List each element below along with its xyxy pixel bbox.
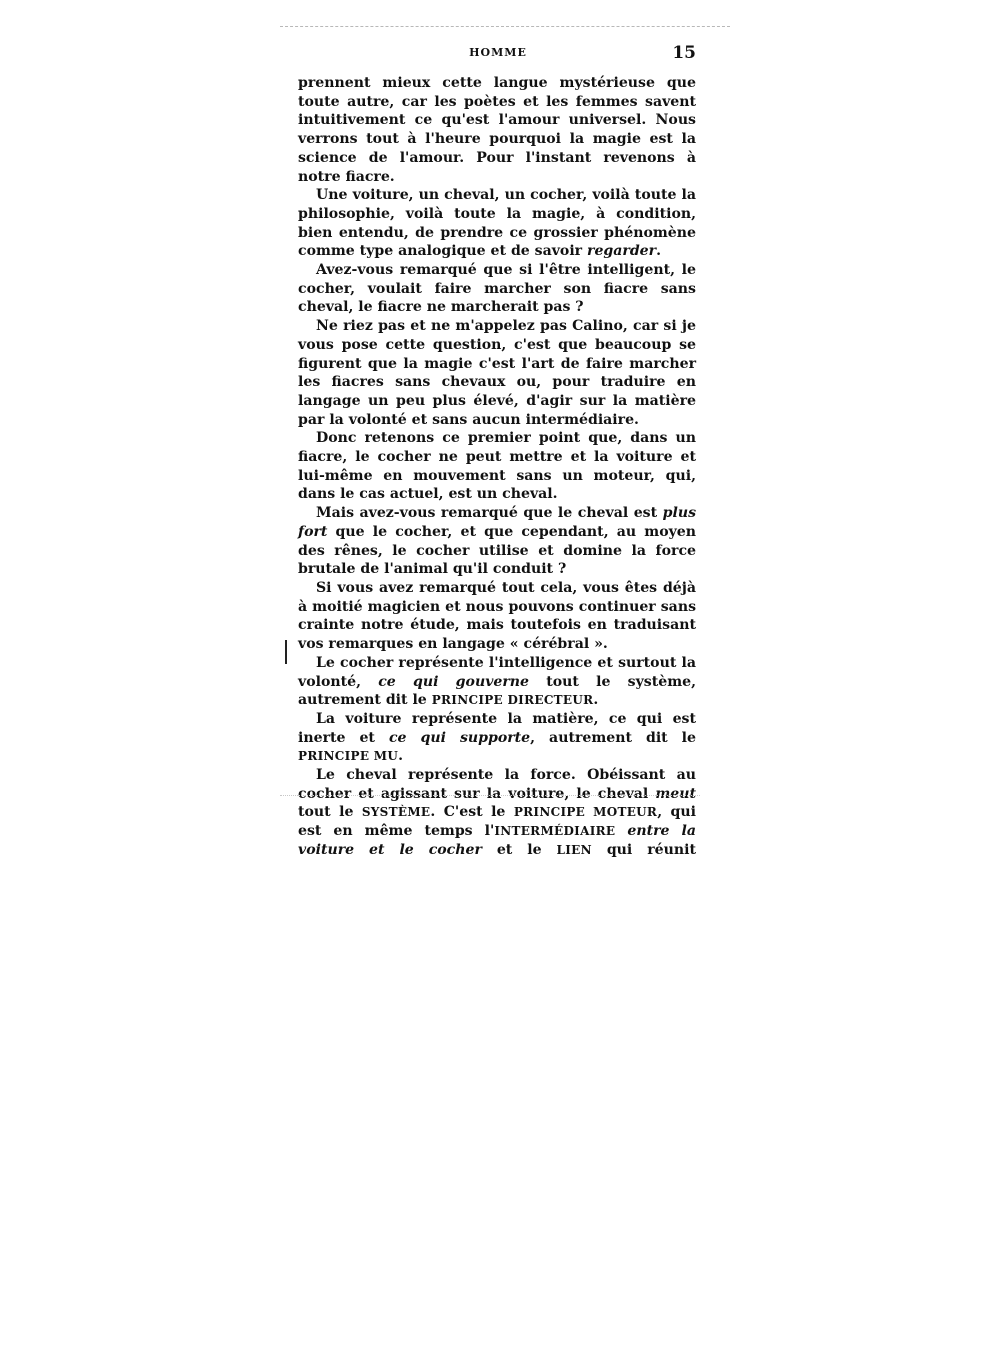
text-run: tout le système, autrement dit le	[298, 673, 696, 709]
text-run: Le cocher représente l'intelligence et surtout la volonté,	[298, 654, 696, 690]
text-run	[615, 823, 627, 839]
text-run: tout le	[298, 804, 362, 821]
paragraph: prennent mieux cette langue mystérieuse que toute autre, car les poètes et les femmes savent intuitivement ce qu'est l'amour universel. Nous verrons tout à l'heure pourquoi la magie est la science de l'amour. Pour l'instant revenons à notre fiacre.	[298, 75, 696, 185]
text-run: . C'est le	[430, 804, 514, 821]
emphasis-text: meut	[655, 785, 696, 802]
emphasis-text: plus fort	[298, 505, 696, 540]
small-caps-term: PRINCIPE DIRECTEUR	[431, 693, 594, 708]
paragraph: Si vous avez remarqué tout cela, vous êtes déjà à moitié magicien et nous pouvons continuer sans crainte notre étude, mais toutefois en traduisant vos remarques en langage « cérébral ».	[298, 579, 696, 653]
paragraph: Donc retenons ce premier point que, dans un fiacre, le cocher ne peut mettre et la voiture et lui-même en mouvement sans un moteur, qui, dans le cas actuel, est un cheval.	[298, 430, 696, 503]
text-run: Mais avez-vous remarqué que le cheval est	[316, 505, 663, 522]
page-number: 15	[672, 43, 696, 63]
page-header	[300, 44, 696, 66]
emphasis-text: entre la voiture et le cocher	[298, 823, 696, 858]
paragraph	[298, 654, 696, 710]
small-caps-term: LIEN	[556, 842, 592, 857]
text-run: , autrement dit le	[530, 729, 697, 746]
body-text	[298, 74, 696, 860]
text-run: .	[656, 243, 661, 260]
small-caps-term: PRINCIPE MU	[298, 749, 399, 764]
paragraph	[298, 766, 696, 860]
text-run: .	[593, 692, 599, 709]
emphasis-text: ce qui gouverne	[378, 673, 529, 690]
scan-edge-bottom	[280, 795, 700, 798]
small-caps-term: INTERMÉDIAIRE	[494, 824, 616, 839]
margin-mark	[285, 640, 287, 664]
text-run: , qui est en même temps l'	[298, 804, 696, 840]
text-run: .	[398, 748, 404, 765]
paragraph	[298, 186, 696, 261]
paragraph: Avez-vous remarqué que si l'être intelligent, le cocher, voulait faire marcher son fiacre sans cheval, le fiacre ne marcherait pas ?	[298, 262, 696, 316]
emphasis-text: regarder	[587, 243, 657, 260]
scan-edge-top	[280, 26, 730, 29]
text-run: Une voiture, un cheval, un cocher, voilà toute la philosophie, voilà toute la magie, à condition, bien entendu, de prendre ce grossier phénomène comme type analogique et de savoir	[298, 187, 696, 260]
text-run: et le	[481, 841, 557, 858]
emphasis-text: ce qui supporte	[388, 729, 531, 746]
paragraph: Ne riez pas et ne m'appelez pas Calino, car si je vous pose cette question, c'est que beaucoup se figurent que la magie c'est l'art de faire marcher les fiacres sans chevaux ou, pour traduire en langage un peu plus élevé, d'agir sur la matière par la volonté et sans aucun intermédiaire.	[298, 318, 696, 428]
text-run: Le cheval représente la force. Obéissant au cocher et agissant sur la voiture, le cheval	[298, 767, 696, 802]
small-caps-term: SYSTÈME	[361, 805, 431, 820]
text-run: qui réunit	[591, 841, 696, 858]
running-head: HOMME	[469, 46, 527, 59]
text-run: La voiture représente la matière, ce qui est inerte et	[298, 710, 696, 746]
text-run: que le cocher, et que cependant, au moyen des rênes, le cocher utilise et domine la force brutale de l'animal qu'il conduit ?	[298, 523, 696, 578]
paragraph	[298, 710, 696, 766]
paragraph	[298, 504, 696, 579]
small-caps-term: PRINCIPE MOTEUR	[513, 805, 658, 820]
